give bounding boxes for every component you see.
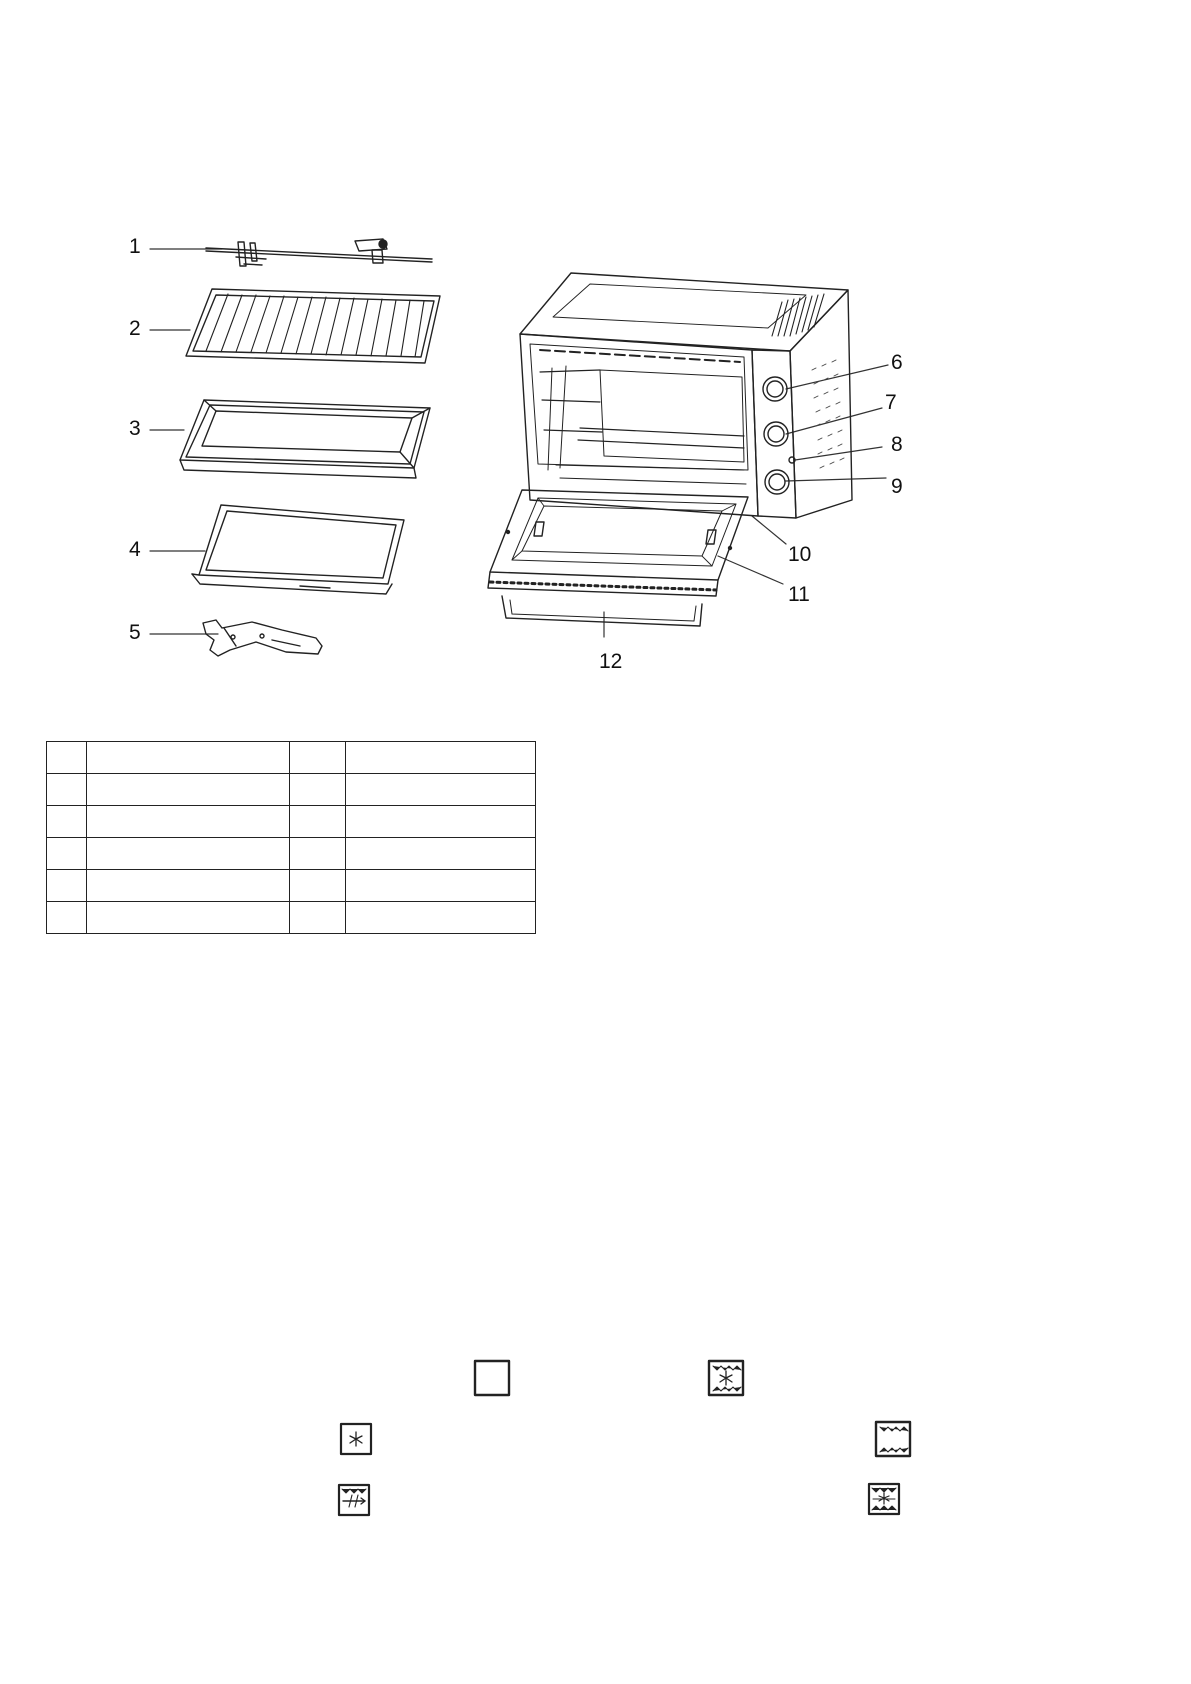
callout-7: 7 xyxy=(885,391,897,414)
part-number-cell xyxy=(47,806,87,838)
table-row xyxy=(47,774,536,806)
baking-tray xyxy=(180,400,430,478)
rotisserie-mode-icon xyxy=(339,1485,369,1515)
callout-1: 1 xyxy=(129,235,141,258)
wire-rack xyxy=(186,289,440,363)
top-bottom-heat-icon xyxy=(876,1422,910,1456)
callout-11: 11 xyxy=(788,583,810,606)
part-name-cell xyxy=(87,742,290,774)
part-name-cell xyxy=(87,870,290,902)
off-mode-icon xyxy=(475,1361,509,1395)
function-knob xyxy=(764,422,788,446)
timer-knob xyxy=(765,470,789,494)
table-row xyxy=(47,838,536,870)
leader-lines xyxy=(150,249,888,637)
part-number-cell xyxy=(290,774,346,806)
temperature-knob xyxy=(763,377,787,401)
part-number-cell xyxy=(47,774,87,806)
toaster-oven xyxy=(488,273,852,626)
callout-8: 8 xyxy=(891,433,903,456)
part-name-cell xyxy=(346,870,536,902)
callout-4: 4 xyxy=(129,538,141,561)
part-name-cell xyxy=(346,742,536,774)
part-number-cell xyxy=(47,902,87,934)
part-name-cell xyxy=(346,774,536,806)
part-number-cell xyxy=(47,742,87,774)
callout-5: 5 xyxy=(129,621,141,644)
convection-bottom-heat-icon xyxy=(869,1484,899,1514)
part-name-cell xyxy=(87,774,290,806)
part-number-cell xyxy=(290,870,346,902)
table-row xyxy=(47,742,536,774)
callout-10: 10 xyxy=(788,543,812,566)
part-number-cell xyxy=(47,870,87,902)
callout-6: 6 xyxy=(891,351,903,374)
callout-12: 12 xyxy=(599,650,623,673)
rotisserie-spit xyxy=(206,239,432,266)
part-number-cell xyxy=(290,742,346,774)
part-number-cell xyxy=(290,806,346,838)
part-name-cell xyxy=(87,838,290,870)
part-name-cell xyxy=(346,838,536,870)
part-number-cell xyxy=(47,838,87,870)
convection-all-heaters-icon xyxy=(709,1361,743,1395)
part-name-cell xyxy=(87,902,290,934)
callout-9: 9 xyxy=(891,475,903,498)
callout-2: 2 xyxy=(129,317,141,340)
table-row xyxy=(47,870,536,902)
part-number-cell xyxy=(290,838,346,870)
callout-3: 3 xyxy=(129,417,141,440)
table-row xyxy=(47,902,536,934)
part-number-cell xyxy=(290,902,346,934)
part-name-cell xyxy=(346,806,536,838)
crumb-tray xyxy=(192,505,404,594)
tray-handle xyxy=(203,620,322,656)
fan-mode-icon xyxy=(341,1424,371,1454)
table-row xyxy=(47,806,536,838)
part-name-cell xyxy=(87,806,290,838)
parts-list-table xyxy=(46,741,536,934)
part-name-cell xyxy=(346,902,536,934)
